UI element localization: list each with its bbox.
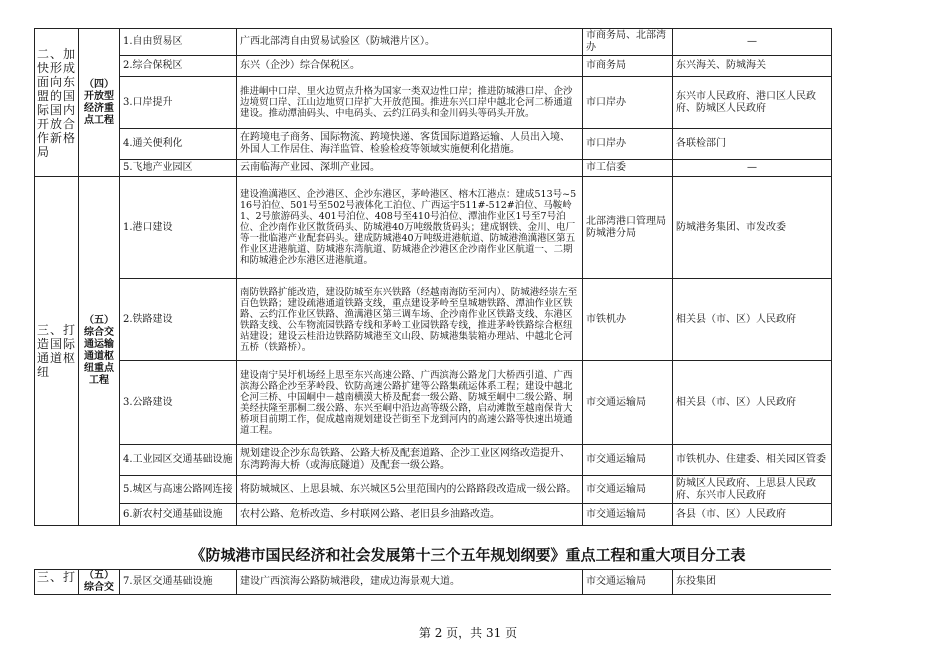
table-row [35,129,832,160]
table-row [35,361,832,445]
item-name: 7.景区交通基础设施 [120,570,237,595]
table-row [35,504,832,526]
cooperating-unit: 东投集团 [673,570,832,595]
lead-unit: 市交通运输局 [583,445,673,476]
table-row [35,77,832,129]
lead-unit: 市交通运输局 [583,504,673,526]
item-name: 5.城区与高速公路网连接 [120,476,237,504]
cooperating-unit: 各联检部门 [673,129,832,160]
category-cell: 三、打造国际通道枢纽 [35,177,79,526]
item-name: 4.通关便利化 [120,129,237,160]
item-name: 2.综合保税区 [120,56,237,77]
cooperating-unit: 相关县（市、区）人民政府 [673,361,832,445]
item-name: 4.工业园区交通基础设施 [120,445,237,476]
cooperating-unit: — [673,29,832,56]
item-content: 推进峒中口岸、里火边贸点升格为国家一类双边性口岸；推进防城港口岸、企沙边境贸口岸、江山边地贸口岸扩大开放范围。推进东兴口岸中越北仑河二桥通道建设。推动潭油码头、中电码头、云约江码头和金川码头等码头开放。 [237,77,583,129]
lead-unit: 北部湾港口管理局防城港分局 [583,177,673,279]
item-content: 南防铁路扩能改造，建设防城至东兴铁路（经越南海防至河内）、防城港经崇左至百色铁路；建设疏港通道铁路支线，重点建设茅岭至皇城塘铁路、潭油作业区铁路、云约江作业区铁路、渔澫港区第三调车场、企沙南作业区铁路支线、东港区铁路支线、公车物流园铁路专线和茅岭工业园铁路专线，推进茅岭铁路综合枢纽站建设；建设云桂沿边铁路防城港至文山段、防城港集装箱办理站、中越北仑河五桥（铁路桥）。 [237,279,583,361]
item-content: 广西北部湾自由贸易试验区（防城港片区）。 [237,29,583,56]
item-content: 在跨境电子商务、国际物流、跨境快递、客货国际道路运输、人员出入境、外国人工作居住、海洋监管、检验检疫等领域实施便利化措施。 [237,129,583,160]
subcategory-cell: （五）综合交 [79,570,120,595]
item-content: 建设渔澫港区、企沙港区、企沙东港区，茅岭港区、榕木江港点：建成513号~516号泊位、501号至502号液体化工泊位、广西运宇511#-512#泊位、马鞍岭1、2号旅游码头、401号泊位、408号至410号泊位、潭油作业区1号至7号泊位、企沙南作业区散货码头、防城港40万吨级散货码头；建成钢铁、金川、电厂等一批临港产业配套码头。建成防城港40万吨级进港航道、防城港渔澫港区第五作业区进港航道、防城港东湾航道、防城港企沙港区企沙南作业区航道一、二期和防城港企沙东港区进港航道。 [237,177,583,279]
item-content: 将防城城区、上思县城、东兴城区5公里范围内的公路路段改造成一级公路。 [237,476,583,504]
cooperating-unit: 相关县（市、区）人民政府 [673,279,832,361]
item-content: 建设南宁吴圩机场经上思至东兴高速公路、广西滨海公路龙门大桥西引道、广西滨海公路企沙至茅岭段、钦防高速公路扩建等公路集疏运体系工程；建设中越北仑河三桥、中国峒中－越南横漠大桥及配套一级公路、防城至峒中二级公路、垌美经扶隆至那桐二级公路、东兴至峒中沿边高等级公路，启动滩散至越南保肯大桥项目前期工作，促成越南规划建设芒街至下龙到河内的高速公路等快速出境通道工程。 [237,361,583,445]
cooperating-unit: 东兴市人民政府、港口区人民政府、防城区人民政府 [673,77,832,129]
document-title: 《防城港市国民经济和社会发展第十三个五年规划纲要》重点工程和重大项目分工表 [190,546,746,564]
item-name: 5.飞地产业园区 [120,160,237,177]
table-row [35,29,832,56]
cooperating-unit: 各县（市、区）人民政府 [673,504,832,526]
cooperating-unit: 防城区人民政府、上思县人民政府、东兴市人民政府 [673,476,832,504]
item-name: 1.港口建设 [120,177,237,279]
cooperating-unit: 市铁机办、住建委、相关园区管委 [673,445,832,476]
lead-unit: 市铁机办 [583,279,673,361]
cooperating-unit: — [673,160,832,177]
table-row [35,279,832,361]
project-table-continued [34,569,831,595]
item-name: 6.新农村交通基础设施 [120,504,237,526]
lead-unit: 市口岸办 [583,129,673,160]
item-content: 建设广西滨海公路防城港段，建成边海景观大道。 [237,570,583,595]
subcategory-cell: （五）综合交通运输通道枢纽重点工程 [79,177,120,526]
item-content: 规划建设企沙东岛铁路、公路大桥及配套道路、企沙工业区网络改造提升、东湾跨海大桥（或海底隧道）及配套一级公路。 [237,445,583,476]
item-content: 云南临海产业园、深圳产业园。 [237,160,583,177]
item-name: 2.铁路建设 [120,279,237,361]
category-cell: 二、加快形成面向东盟的国际国内开放合作新格局 [35,29,79,177]
table-row [35,476,832,504]
project-table [34,28,832,526]
item-content: 农村公路、危桥改造、乡村联网公路、老旧县乡油路改造。 [237,504,583,526]
cooperating-unit: 防城港务集团、市发改委 [673,177,832,279]
item-content: 东兴（企沙）综合保税区。 [237,56,583,77]
lead-unit: 市商务局、北部湾办 [583,29,673,56]
table-row [35,570,832,595]
next-page-table-fragment [34,569,831,595]
page-number: 第 2 页，共 31 页 [418,626,518,640]
cooperating-unit: 东兴海关、防城海关 [673,56,832,77]
table-row [35,177,832,279]
category-cell: 三、打 [35,570,79,595]
item-name: 1.自由贸易区 [120,29,237,56]
table-row [35,445,832,476]
subcategory-cell: （四）开放型经济重点工程 [79,29,120,177]
lead-unit: 市口岸办 [583,77,673,129]
lead-unit: 市工信委 [583,160,673,177]
item-name: 3.公路建设 [120,361,237,445]
table-row [35,160,832,177]
table-row [35,56,832,77]
lead-unit: 市交通运输局 [583,361,673,445]
lead-unit: 市商务局 [583,56,673,77]
plan-table-page [34,28,831,526]
lead-unit: 市交通运输局 [583,476,673,504]
item-name: 3.口岸提升 [120,77,237,129]
lead-unit: 市交通运输局 [583,570,673,595]
